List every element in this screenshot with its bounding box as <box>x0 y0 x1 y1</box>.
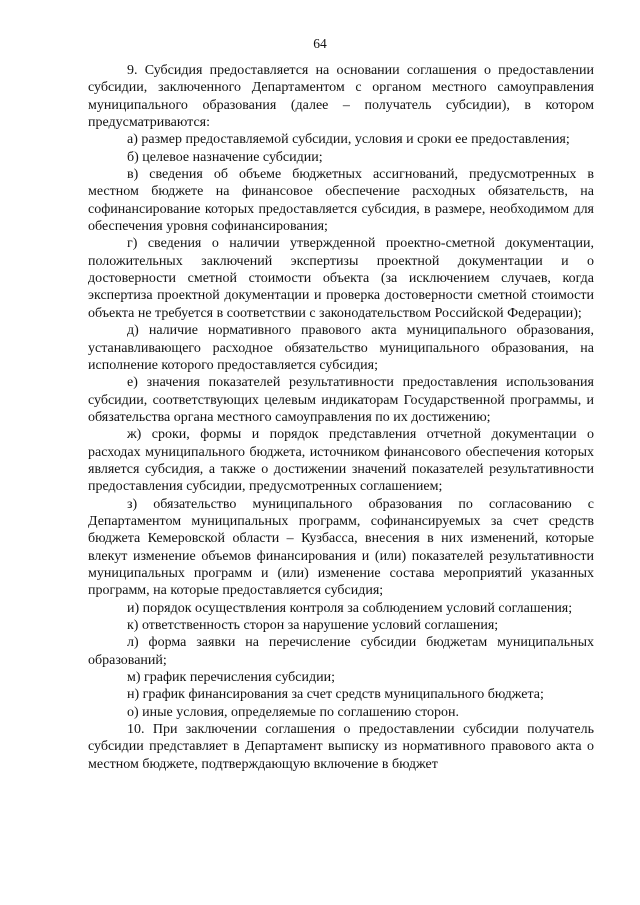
list-item-a: а) размер предоставляемой субсидии, условия и сроки ее предоставления; <box>127 132 570 148</box>
list-item-k: к) ответственность сторон за нарушение условий соглашения; <box>127 618 499 633</box>
document-body <box>88 62 594 773</box>
page-number: 64 <box>313 36 327 51</box>
list-item-zh: ж) сроки, формы и порядок представления отчетной документации о расходах муниципального бюджета, источником финансового обеспечения которых является субсидия, а также о достижении значений показателей результативности предоставления субсидии, предусмотренных соглашением; <box>88 427 594 495</box>
list-item-n: н) график финансирования за счет средств муниципального бюджета; <box>127 687 544 703</box>
list-item-z: з) обязательство муниципального образования по согласованию с Департаментом муниципальных программ, софинансируемых за счет средств бюджета Кемеровской области – Кузбасса, внесения в них изменений, которые влекут изменение объемов финансирования и (или) показателей результативности муниципальных программ и (или) изменение состава мероприятий указанных программ, на которые предоставляется субсидия; <box>88 496 594 599</box>
list-item-i: и) порядок осуществления контроля за соблюдением условий соглашения; <box>127 600 573 616</box>
list-item-d: д) наличие нормативного правового акта муниципального образования, устанавливающего расходное обязательство муниципального образования, на исполнение которого предоставляется субсидия; <box>88 323 594 373</box>
list-item-g: г) сведения о наличии утвержденной проектно-сметной документации, положительных заключений экспертизы проектной документации и о достоверности сметной стоимости объекта (за исключением случаев, когда экспертиза проектной документации и проверка достоверности сметной стоимости объекта не требуется в соответствии с законодательством Российской Федерации); <box>88 236 594 321</box>
list-item-l: л) форма заявки на перечисление субсидии бюджетам муниципальных образований; <box>88 635 594 668</box>
list-item-o: о) иные условия, определяемые по соглашению сторон. <box>127 704 460 720</box>
paragraph-10: 10. При заключении соглашения о предоставлении субсидии получатель субсидии представляет в Департамент выписку из нормативного правового акта о местном бюджете, подтверждающую включение в бюджет <box>88 722 594 772</box>
list-item-m: м) график перечисления субсидии; <box>127 670 335 686</box>
list-item-e: е) значения показателей результативности предоставления использования субсидии, соответствующих целевым индикаторам Государственной программы, и обязательства органа местного самоуправления по их достижению; <box>88 375 594 425</box>
paragraph-9: 9. Субсидия предоставляется на основании соглашения о предоставлении субсидии, заключенного Департаментом с органом местного самоуправления муниципального образования (далее – получатель субсидии), в котором предусматриваются: <box>88 63 594 131</box>
list-item-v: в) сведения об объеме бюджетных ассигнований, предусмотренных в местном бюджете на финансовое обеспечение расходных обязательств, на софинансирование которых предоставляется субсидия, в размере, необходимом для обеспечения уровня софинансирования; <box>88 167 594 235</box>
list-item-b: б) целевое назначение субсидии; <box>127 149 323 165</box>
